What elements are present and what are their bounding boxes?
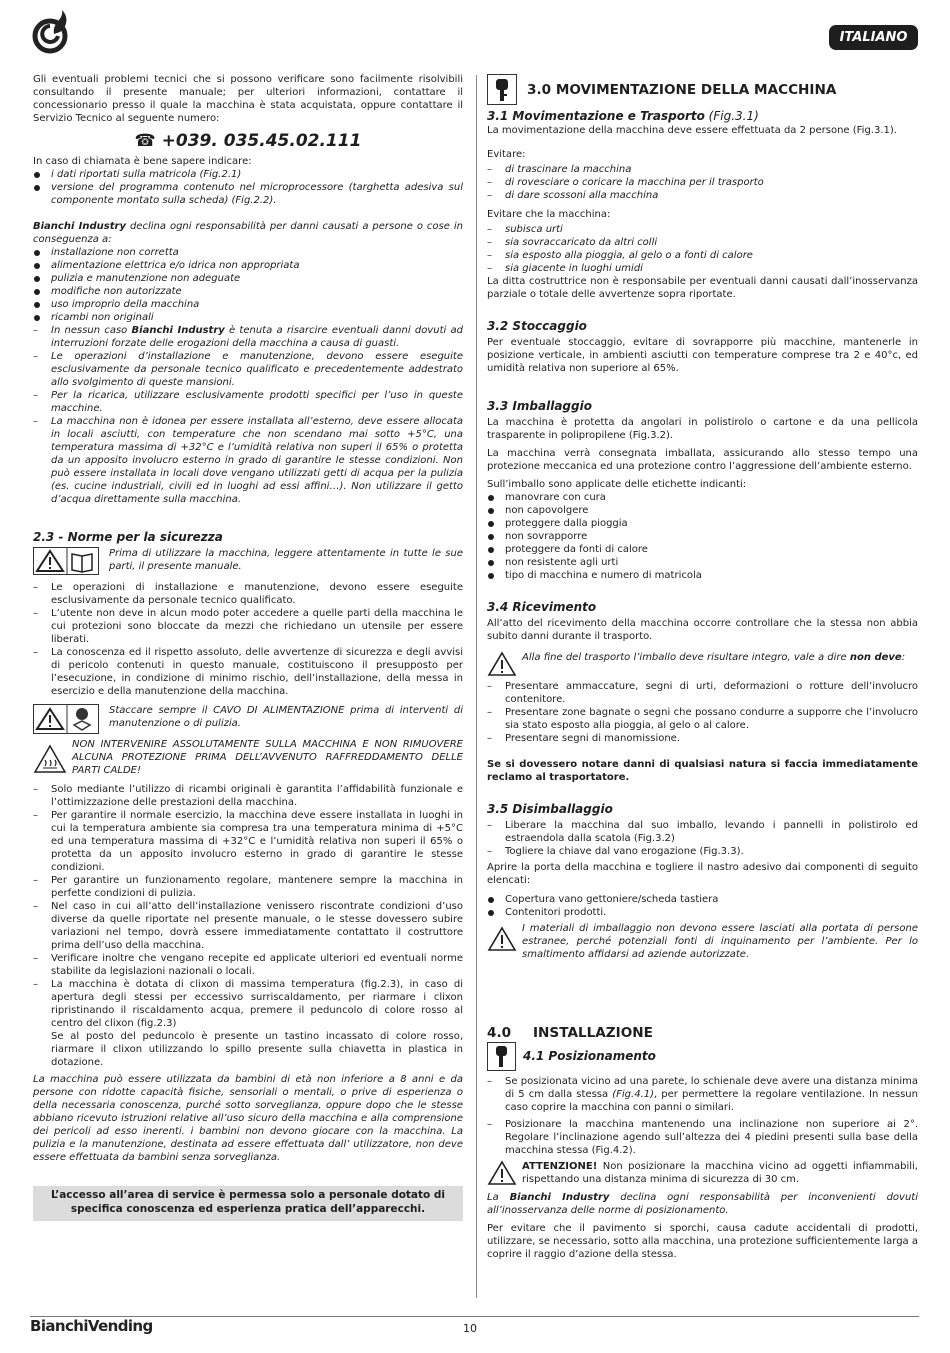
list-item	[487, 1075, 918, 1114]
list-item: – Liberare la macchina dal suo imballo, levando i pannelli in polistirolo ed estraendola dalla scatola (Fig.3.2)	[487, 819, 918, 845]
section-4-title: INSTALLAZIONE	[533, 1025, 653, 1041]
paragraph: Se si dovessero notare danni di qualsiasi natura si faccia immediatamente reclamo al trasportatore.	[487, 759, 918, 783]
subsection-title: 4.1 Posizionamento	[523, 1049, 656, 1063]
list-item: – Nel caso in cui all’atto dell’installazione venissero riscontrate condizioni d’uso diverse da quelle riportate nel presente manuale, o le stesse dovessero subire variazioni nel tempo, dovrà essere immediatamente contattato il costruttore prima dell’uso della macchina.	[33, 900, 463, 952]
paragraph: Evitare che la macchina:	[487, 209, 611, 220]
paragraph: La macchina verrà consegnata imballata, assicurando allo stesso tempo una protezione meccanica ed una protezione contro l’aggressione dell’ambiente esterno.	[487, 448, 918, 472]
list-item: – Presentare zone bagnate o segni che possano condurre a supporre che l’involucro sia stato esposto alla pioggia, al gelo o al calore.	[487, 706, 918, 732]
list-item: – Per la ricarica, utilizzare esclusivamente prodotti specifici per l’uso in queste macchine.	[33, 389, 463, 415]
read-manual-warning: Prima di utilizzare la macchina, leggere attentamente in tutte le sue parti, il presente manuale.	[109, 548, 463, 572]
subsection-title: 3.2 Stoccaggio	[487, 319, 587, 333]
safety-list-a	[33, 581, 463, 698]
list-item: non capovolgere	[487, 504, 918, 517]
children-note: La macchina può essere utilizzata da bambini di età non inferiore a 8 anni e da persone con ridotte capacità fisiche, sensoriali o mentali, o prive di esperienza o della necessaria conoscenza, purché sotto sorveglianza, oppure dopo che le stesse abbiano ricevuto istruzioni relative all’uso sicuro della macchina e alla comprensione dei pericoli ad esso inerenti. i bambini non devono giocare con la macchina. La pulizia e la manutenzione, destinata ad essere effettuata dall’ utilizzatore, non deve essere effettuata da bambini senza sorveglianza.	[33, 1074, 463, 1163]
list-item: manovrare con cura	[487, 491, 918, 504]
list-item: – Presentare segni di manomissione.	[487, 732, 918, 745]
figure-ref: (Fig.3.1)	[704, 109, 759, 123]
list-item: – La conoscenza ed il rispetto assoluto, delle avvertenze di sicurezza e degli avvisi di pericolo contenuti in questo manuale, costituiscono il presupposto per l’esecuzione, in condizione di minimo rischio, dell’installazione, della messa in esercizio e della manutenzione della macchina.	[33, 646, 463, 698]
read-manual-row	[33, 547, 463, 575]
list-item: – La macchina non è idonea per essere installata all’esterno, deve essere allocata in locali asciutti, con temperature che non scendano mai sotto +5°C, una temperatura massima di +32°C e l’umidità relativa non superi il 65% o protetta da un apposito involucro esterno in grado di garantire le stesse condizioni. Non può essere installata in locali dove vengano utilizzati getti di acqua per la pulizia (es. cucine industriali, civili ed in luoghi ad essi affini…). Non utilizzare il getto d’acqua direttamente sulla macchina.	[33, 415, 463, 506]
key-icon	[487, 1042, 516, 1071]
section-4-header	[487, 1025, 918, 1041]
left-column	[33, 73, 463, 1221]
safety-heading: 2.3 - Norme per la sicurezza	[33, 530, 223, 544]
paragraph: All’atto del ricevimento della macchina occorre controllare che la stessa non abbia subito danni durante il trasporto.	[487, 618, 918, 642]
list-item: installazione non corretta	[33, 246, 463, 259]
list-item: – sia esposto alla pioggia, al gelo o a fonti di calore	[487, 249, 918, 262]
subsection-title: 3.1 Movimentazione e Trasporto	[487, 109, 705, 123]
list-item: tipo di macchina e numero di matricola	[487, 569, 918, 582]
disclaimer-text: declina ogni responsabilità per danni causati a persone o cose in conseguenza a:	[33, 221, 463, 245]
section-4-number: 4.0	[487, 1025, 512, 1041]
list-item: – Le operazioni d’installazione e manutenzione, devono essere eseguite esclusivamente da personale tecnico qualificato e precedentemente addestrato allo svolgimento di queste mansioni.	[33, 350, 463, 389]
section-3-1	[487, 109, 918, 301]
list-item: modifiche non autorizzate	[33, 285, 463, 298]
text: :	[901, 652, 906, 663]
list-item: – Presentare ammaccature, segni di urti, deformazioni o rotture dell’involucro contenitore.	[487, 680, 918, 706]
subsection-title: 3.4 Ricevimento	[487, 600, 597, 614]
warning-icon	[487, 1160, 517, 1186]
list-item: alimentazione elettrica e/o idrica non appropriata	[33, 259, 463, 272]
brand-logo-icon	[30, 8, 72, 54]
text: ATTENZIONE!	[522, 1161, 598, 1172]
company-name: Bianchi Industry	[33, 221, 126, 232]
footer-brand-logo: BianchiVending	[30, 1317, 153, 1335]
list-item: – L’utente non deve in alcun modo poter accedere a quelle parti della macchina le cui protezioni sono bloccate da mezzi che richiedano un utensile per essere liberati.	[33, 607, 463, 646]
paragraph: Per evitare che il pavimento si sporchi, causa cadute accidentali di prodotti, utilizzare, se necessario, sotto alla macchina, una protezione sufficientemente larga a coprire il raggio d’azione della stessa.	[487, 1223, 918, 1260]
footer-divider	[30, 1316, 919, 1317]
list-item: versione del programma contenuto nel microprocessore (targhetta adesiva sul componente montato sulla scheda) (Fig.2.2).	[33, 181, 463, 207]
unplug-row	[33, 704, 463, 734]
list-item: – Le operazioni di installazione e manutenzione, devono essere eseguite esclusivamente da personale tecnico qualificato.	[33, 581, 463, 607]
unplug-warning: Staccare sempre il CAVO DI ALIMENTAZIONE prima di interventi di manutenzione o di pulizia.	[109, 705, 463, 729]
text: declina ogni responsabilità per inconvenienti dovuti all’inosservanza delle norme di posizionamento.	[487, 1192, 918, 1216]
hot-parts-row	[33, 738, 463, 777]
hot-parts-warning: NON INTERVENIRE ASSOLUTAMENTE SULLA MACCHINA E NON RIMUOVERE ALCUNA PROTEZIONE PRIMA DELL’AVVENUTO RAFFREDDAMENTO DELLE PARTI CALDE!	[72, 739, 463, 776]
list-item: – Verificare inoltre che vengano recepite ed applicate ulteriori ed eventuali norme stabilite da legislazioni nazionali o locali.	[33, 952, 463, 978]
list-item: – sia sovraccaricato da altri colli	[487, 236, 918, 249]
list-item: non sovrapporre	[487, 530, 918, 543]
paragraph: Aprire la porta della macchina e togliere il nastro adesivo dai componenti di seguito elencati:	[487, 862, 918, 886]
right-column	[487, 74, 918, 1261]
phone-icon: ☎	[134, 131, 156, 151]
page-number: 10	[463, 1322, 477, 1335]
list-item: Copertura vano gettoniere/scheda tastiera	[487, 893, 918, 906]
section-3-2	[487, 319, 918, 375]
list-item: proteggere dalla pioggia	[487, 517, 918, 530]
packaging-warning	[487, 922, 918, 961]
flammable-warning	[487, 1160, 918, 1186]
section-4	[487, 1025, 918, 1261]
text: Alla fine del trasporto l’imballo deve risultare integro, vale a dire	[522, 652, 850, 663]
electric-unplug-icon	[33, 704, 99, 734]
figure-ref: (Fig.4.1)	[612, 1089, 655, 1100]
section-3-5	[487, 802, 918, 961]
text: La	[487, 1192, 510, 1203]
text: non deve	[849, 652, 902, 663]
list-item: – Posizionare la macchina mantenendo una inclinazione non superiore ai 2°. Regolare l’inclinazione agendo sull’altezza dei 4 piedini presenti sulla base della macchina stessa (Fig.4.2).	[487, 1118, 918, 1157]
list-item	[33, 324, 463, 350]
paragraph: La ditta costruttrice non è responsabile per eventuali danni causati dall’inosservanza parziale o totale delle avvertenze sopra riportate.	[487, 276, 918, 300]
text: I materiali di imballaggio non devono essere lasciati alla portata di persone estranee, perché potenziali fonti di inquinamento per l’ambiente. Per lo smaltimento affidarsi ad aziende autorizzate.	[522, 923, 918, 960]
warning-read-manual-icon	[33, 547, 99, 575]
list-item: ricambi non originali	[33, 311, 463, 324]
list-item: – Per garantire il normale esercizio, la macchina deve essere installata in luoghi in cui la temperatura ambiente sia compresa tra una temperatura minima di +5°C ed una temperatura massima di +32°C e l’umidità relativa non superi il 65% o protetta da un apposito involucro esterno in grado di garantire le stesse condizioni.	[33, 809, 463, 874]
list-item: – di dare scossoni alla macchina	[487, 189, 918, 202]
list-item: – subisca urti	[487, 223, 918, 236]
section-3-header	[487, 74, 918, 105]
paragraph: Evitare:	[487, 149, 526, 160]
text: è tenuta a risarcire eventuali danni dovuti ad interruzioni forzate delle erogazioni della macchina a causa di guasti.	[51, 325, 463, 349]
call-intro: In caso di chiamata è bene sapere indicare:	[33, 156, 252, 167]
list-item: i dati riportati sulla matricola (Fig.2.1)	[33, 168, 463, 181]
company-name: Bianchi Industry	[509, 1192, 610, 1203]
support-phone	[33, 131, 463, 151]
list-item: – La macchina è dotata di clixon di massima temperatura (fig.2.3), in caso di apertura degli stessi per eccessivo surriscaldamento, per riarmare i clixon ripristinando il riscaldamento acqua, premere il peduncolo di colore rosso al centro del clixon (fig.2.3)	[33, 978, 463, 1030]
subsection-4-1-header	[487, 1042, 918, 1071]
list-item: – sia giacente in luoghi umidi	[487, 262, 918, 275]
list-item: proteggere da fonti di calore	[487, 543, 918, 556]
text: Se posizionata vicino ad una parete, lo schienale deve avere una distanza minima di 5 cm dalla stessa	[505, 1076, 918, 1100]
column-divider	[476, 75, 477, 1298]
list-item: – Per garantire un funzionamento regolare, mantenere sempre la macchina in perfette condizioni di pulizia.	[33, 874, 463, 900]
section-3-title: 3.0 MOVIMENTAZIONE DELLA MACCHINA	[527, 81, 837, 98]
warning-icon	[487, 651, 517, 677]
text: , per permettere la regolare ventilazione. In nessun caso coprire la macchina con panni o similari.	[505, 1089, 918, 1113]
list-item: – Solo mediante l’utilizzo di ricambi originali è garantita l’affidabilità funzionale e l’ottimizzazione delle prestazioni della macchina.	[33, 783, 463, 809]
list-item: pulizia e manutenzione non adeguate	[33, 272, 463, 285]
paragraph: Sull’imballo sono applicate delle etichette indicanti:	[487, 479, 747, 490]
safety-list-b	[33, 783, 463, 1030]
list-item: – di trascinare la macchina	[487, 163, 918, 176]
list-item: – Togliere la chiave dal vano erogazione (Fig.3.3).	[487, 845, 918, 858]
company-name: Bianchi Industry	[131, 325, 225, 336]
text: In nessun caso	[51, 325, 132, 336]
call-info	[33, 155, 463, 207]
section-3-4	[487, 600, 918, 784]
clixon-note: Se al posto del peduncolo è presente un tastino incassato di colore rosso, riarmare il clixon utilizzando lo spillo presente sulla chiavetta in plastica in dotazione.	[51, 1031, 463, 1068]
section-3-3	[487, 399, 918, 582]
disclaimer	[33, 220, 463, 506]
phone-number: +039. 035.45.02.111	[161, 131, 362, 151]
list-item: uso improprio della macchina	[33, 298, 463, 311]
warning-icon	[487, 926, 517, 952]
paragraph: Per eventuale stoccaggio, evitare di sovrapporre più macchine, mantenerle in posizione verticale, in ambienti asciutti con temperature comprese tra 2 e 40°c, ed umidità relativa non superiore al 65%.	[487, 337, 918, 374]
intro-paragraph: Gli eventuali problemi tecnici che si possono verificare sono facilmente risolvibili consultando il presente manuale; per ulteriori informazioni, contattare il concessionario presso il quale la macchina è stata acquistata, oppure contattare il Servizio Tecnico al seguente numero:	[33, 74, 463, 124]
transport-warning	[487, 651, 918, 677]
text: Non posizionare la macchina vicino ad oggetti infiammabili, rispettando una distanza minima di sicurezza di 30 cm.	[522, 1161, 918, 1185]
key-icon	[487, 74, 517, 105]
list-item: – di rovesciare o coricare la macchina per il trasporto	[487, 176, 918, 189]
language-badge: ITALIANO	[829, 25, 918, 50]
paragraph: La macchina è protetta da angolari in polistirolo o cartone e da una pellicola trasparente in polipropilene (Fig.3.2).	[487, 417, 918, 441]
list-item: non resistente agli urti	[487, 556, 918, 569]
subsection-title: 3.3 Imballaggio	[487, 399, 592, 413]
subsection-title: 3.5 Disimballaggio	[487, 802, 613, 816]
paragraph: La movimentazione della macchina deve essere effettuata da 2 persone (Fig.3.1).	[487, 125, 897, 136]
service-access-notice: L’accesso all’area di service è permessa solo a personale dotato di specifica conoscenza ed esperienza pratica dell’apparecchi.	[33, 1186, 463, 1221]
list-item: Contenitori prodotti.	[487, 906, 918, 919]
hot-surface-icon	[33, 744, 67, 774]
